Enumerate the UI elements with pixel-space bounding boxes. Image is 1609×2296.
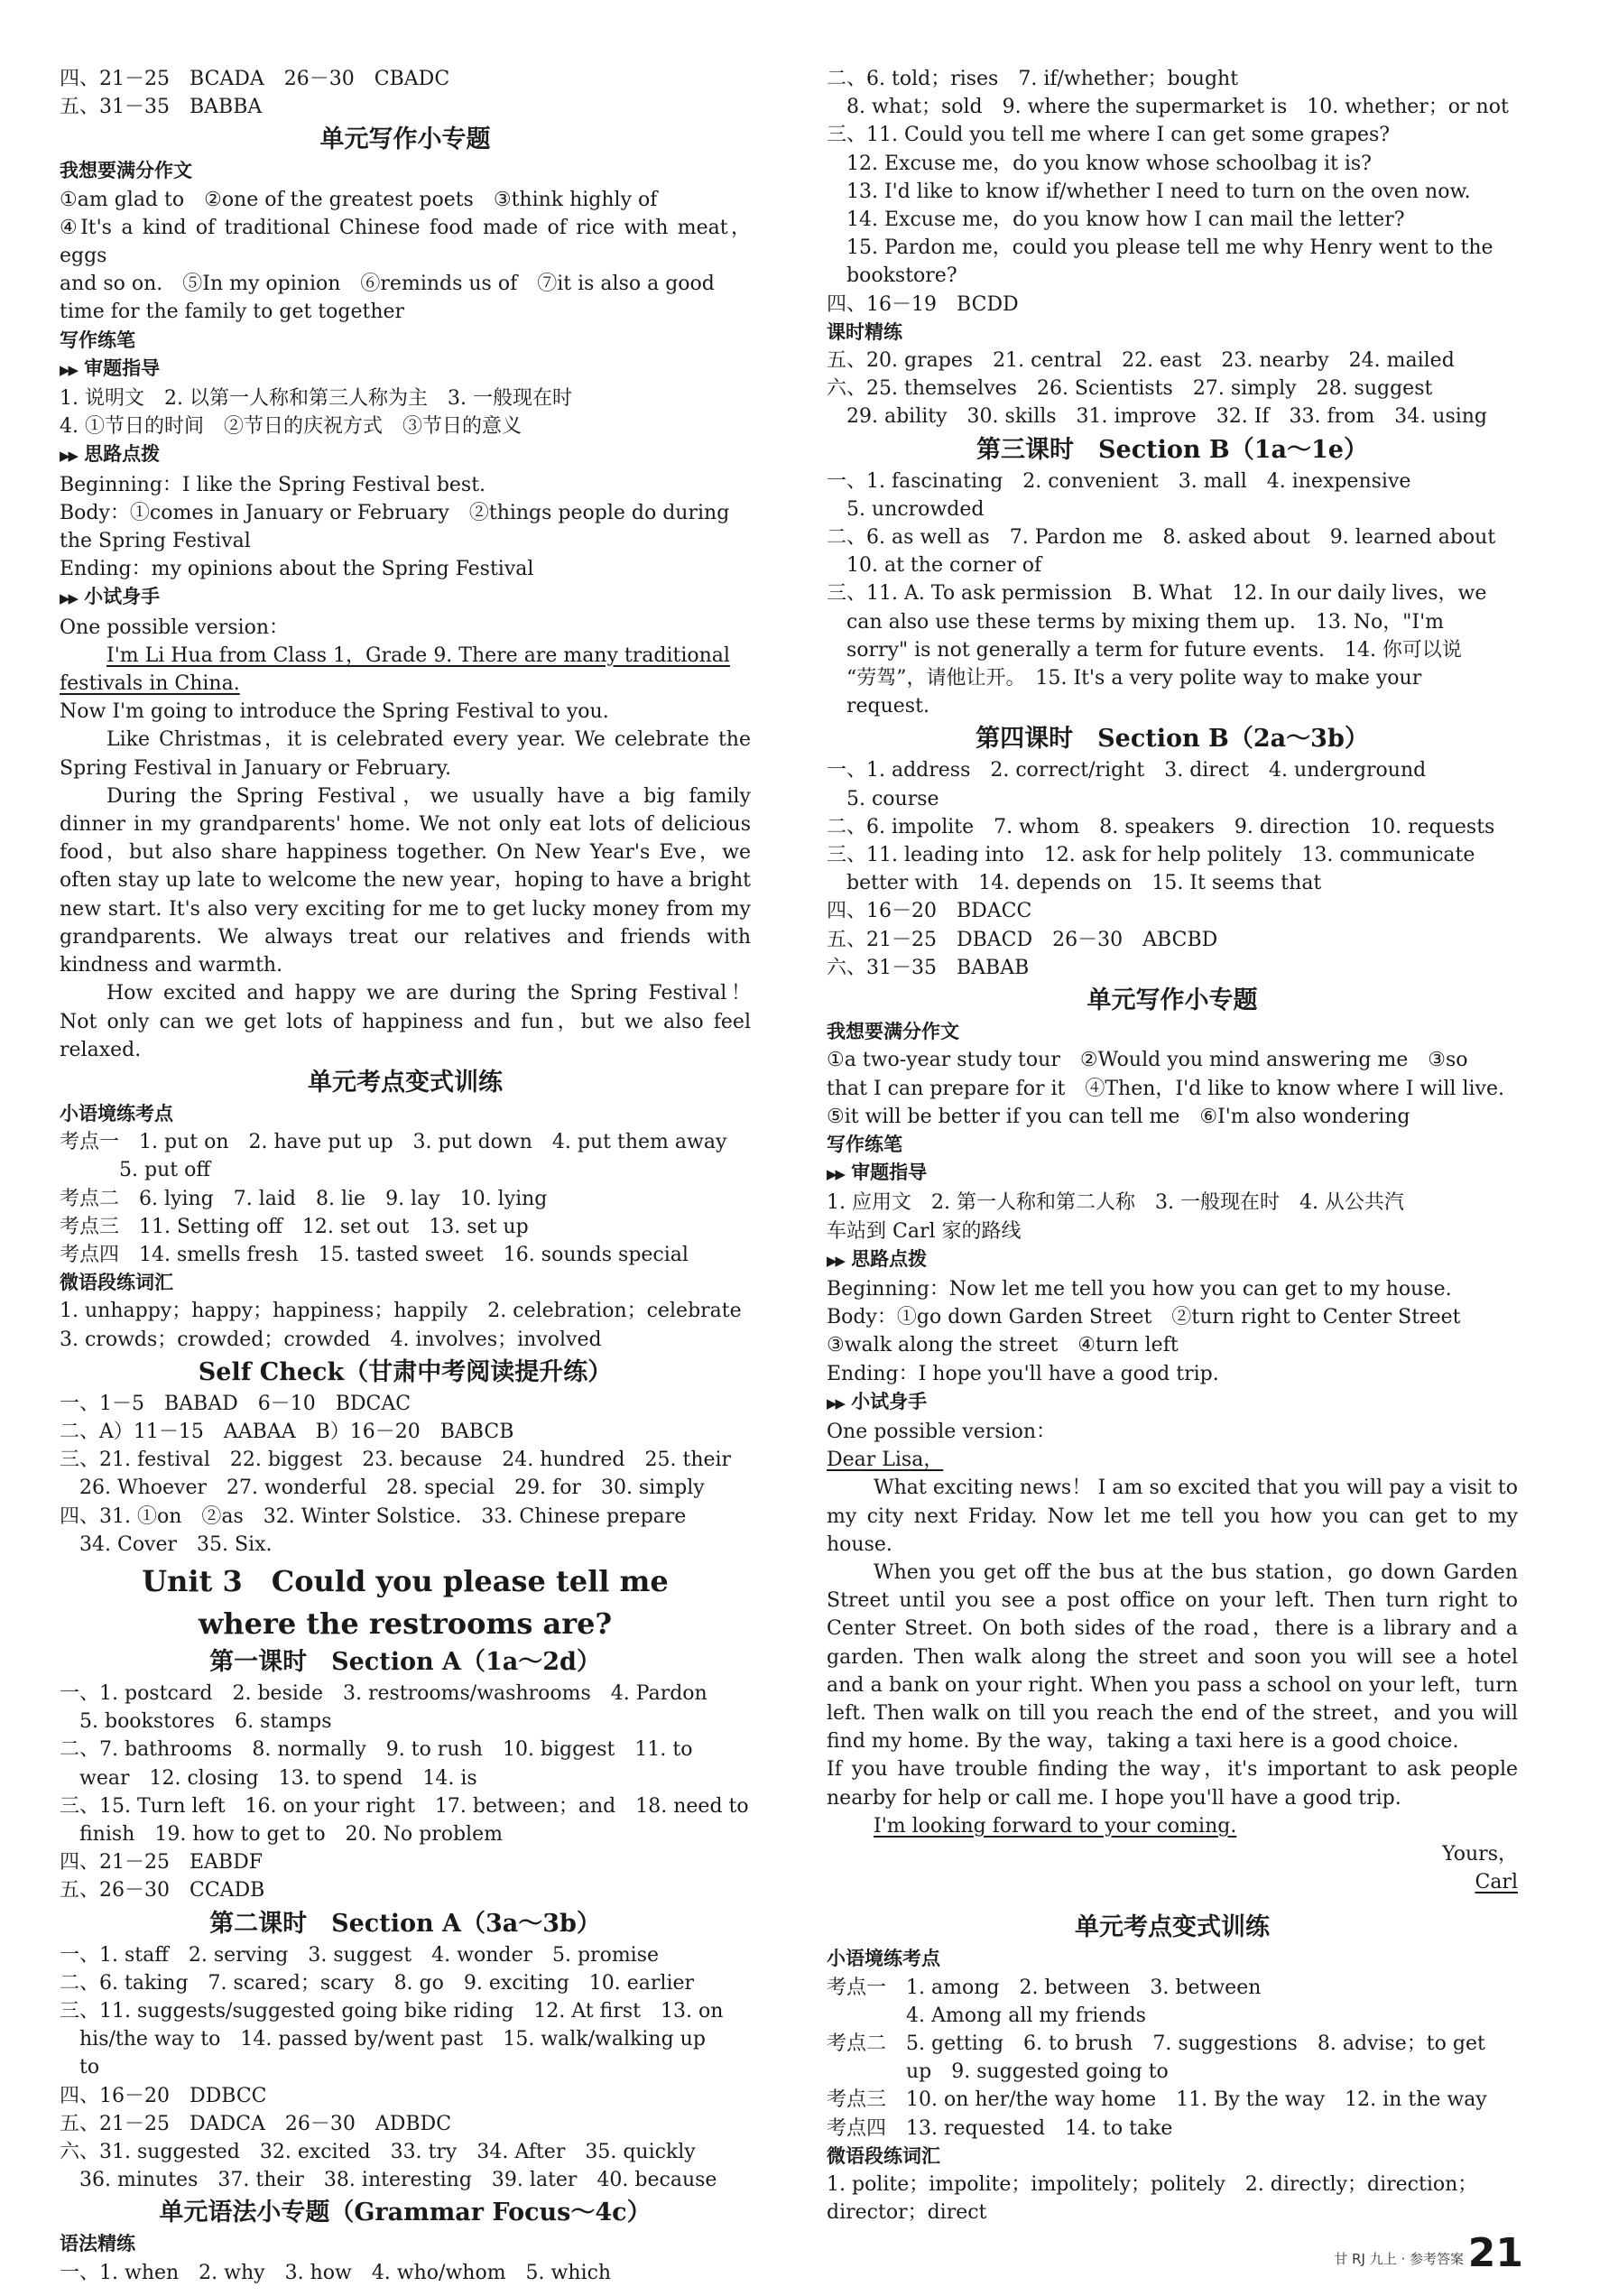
spacer	[827, 1896, 1518, 1909]
answer-line-text: 四、16－20 BDACC	[827, 900, 1032, 923]
answer-line-text: 五、21－25 DADCA 26－30 ADBDC	[60, 2112, 452, 2135]
footer-label: 甘 RJ 九上 · 参考答案	[1334, 2251, 1464, 2267]
answer-line	[827, 347, 1518, 375]
signature-text: Carl	[1475, 1871, 1518, 1894]
sub-heading: 微语段练词汇	[60, 1272, 173, 1294]
answer-line-text: 8. what；sold 9. where the supermarket is 10. whether；or not	[827, 96, 1509, 119]
text-paragraph	[60, 782, 751, 979]
answer-line-text: 考点三 11. Setting off 12. set out 13. set up	[60, 1215, 529, 1238]
left-column	[60, 65, 751, 2287]
answer-line-text: sorry" is not generally a term for future events. 14. 你可以说	[827, 638, 1462, 662]
answer-line-text: 14. Excuse me，do you know how I can mail the letter?	[827, 208, 1405, 232]
paragraph-line-text: What exciting news！ I am so excited that you will pay a visit to my city next Friday. Now let me tell you how you can get to my house.	[827, 1477, 1518, 1556]
paragraph-line-text: ①a two-year study tour ②Would you mind answering me ③so	[827, 1049, 1468, 1072]
page-number: 21	[1467, 2230, 1523, 2276]
answer-line-text: 三、11. leading into 12. ask for help politely 13. communicate	[827, 844, 1475, 867]
answer-line-text: Body：①go down Garden Street ②turn right to Center Street	[827, 1306, 1461, 1329]
answer-line	[827, 93, 1518, 121]
paragraph-line-text: and so on. ⑤In my opinion ⑥reminds us of ⑦it is also a good	[60, 273, 715, 296]
paragraph-line	[60, 726, 751, 782]
answer-line-text: 一、1. when 2. why 3. how 4. who/whom 5. which	[60, 2261, 612, 2284]
answer-line-text: 4. Among all my friends	[827, 2004, 1146, 2027]
answer-line	[827, 2115, 1518, 2143]
answer-line-text: 一、1－5 BABAD 6－10 BDCAC	[60, 1392, 411, 1415]
answer-line	[827, 608, 1518, 636]
answer-line	[827, 1303, 1518, 1331]
answer-line-text: his/the way to 14. passed by/went past 15. walk/walking up	[60, 2028, 706, 2051]
answer-line-text: One possible version：	[827, 1420, 1056, 1443]
answer-line-text: 5. uncrowded	[827, 497, 985, 521]
answer-line	[60, 1708, 751, 1736]
answer-line	[827, 954, 1518, 982]
letter-signature	[827, 1840, 1518, 1868]
sub-heading: 语法精练	[60, 2233, 135, 2255]
answer-line	[827, 2171, 1518, 2199]
paragraph-line-text: that I can prepare for it ④Then，I'd like to know where I will live.	[827, 1077, 1504, 1100]
answer-line	[827, 813, 1518, 841]
answer-line	[60, 412, 751, 440]
paragraph-line-text: ①am glad to ②one of the greatest poets ③think highly of	[60, 188, 658, 211]
answer-line	[827, 841, 1518, 869]
section-title: 单元考点变式训练	[308, 1068, 503, 1097]
answer-line	[60, 1941, 751, 1969]
section-title: 单元考点变式训练	[1075, 1913, 1270, 1942]
paragraph-line	[60, 670, 751, 698]
paragraph-line	[60, 782, 751, 979]
answer-line-text: 三、11. suggests/suggested going bike riding 12. At first 13. on	[60, 1999, 724, 2023]
answer-line-text: bookstore?	[827, 264, 957, 288]
answer-line-text: 考点四 13. requested 14. to take	[827, 2116, 1173, 2140]
answer-line-text: 考点四 14. smells fresh 15. tasted sweet 16. sounds special	[60, 1243, 689, 1266]
sub-heading: 课时精练	[827, 320, 902, 343]
answer-line	[827, 2030, 1518, 2058]
sub-heading: 小语境练考点	[827, 1948, 940, 1970]
answer-line-text: Body：①comes in January or February ②things people do during	[60, 501, 730, 524]
text-paragraph	[827, 1559, 1518, 1755]
answer-line	[60, 1848, 751, 1876]
answer-line	[60, 1680, 751, 1708]
paragraph-line	[60, 298, 751, 326]
paragraph-line	[827, 1103, 1518, 1131]
paragraph-line	[60, 214, 751, 270]
answer-line-text: 考点二 6. lying 7. laid 8. lie 9. lay 10. lying	[60, 1187, 548, 1210]
answer-line	[60, 499, 751, 527]
paragraph-line-text: ④It's a kind of traditional Chinese food made of rice with meat，eggs	[60, 216, 751, 268]
answer-line-text: 考点一 1. among 2. between 3. between	[827, 1976, 1262, 1999]
answer-line-text: 二、6. as well as 7. Pardon me 8. asked about 9. learned about	[827, 526, 1496, 550]
answer-line	[827, 869, 1518, 897]
answer-line-text: 六、31. suggested 32. excited 33. try 34. After 35. quickly	[60, 2141, 696, 2163]
answer-line-text: 二、A）11－15 AABAA B）16－20 BABCB	[60, 1420, 514, 1443]
answer-line-text: 29. ability 30. skills 31. improve 32. If 33. from 34. using	[827, 405, 1488, 429]
answer-line-text: 四、21－25 BCADA 26－30 CBADC	[60, 68, 450, 90]
answer-line	[60, 1185, 751, 1213]
answer-line	[60, 1820, 751, 1848]
answer-line	[827, 234, 1518, 262]
answer-line-text: wear 12. closing 13. to spend 14. is	[60, 1766, 477, 1790]
answer-line	[60, 384, 751, 412]
answer-line-text: ③walk along the street ④turn left	[827, 1334, 1179, 1357]
page-footer	[1234, 2227, 1523, 2277]
answer-line	[60, 2082, 751, 2110]
section-title: 单元语法小专题（Grammar Focus～4c）	[159, 2199, 652, 2227]
answer-line	[827, 375, 1518, 403]
answer-line-text: 36. minutes 37. their 38. interesting 39. later 40. because	[60, 2169, 717, 2192]
answer-line	[827, 1418, 1518, 1446]
answer-line-text: 二、7. bathrooms 8. normally 9. to rush 10. biggest 11. to	[60, 1738, 693, 1762]
answer-line-text: 五、26－30 CCADB	[60, 1879, 265, 1903]
section-title: 第二课时 Section A（3a～3b）	[209, 1909, 601, 1938]
text-paragraph	[827, 1474, 1518, 1559]
answer-line-text: 五、21－25 DBACD 26－30 ABCBD	[827, 928, 1218, 951]
paragraph-line	[60, 186, 751, 214]
section-title: where the restrooms are?	[198, 1606, 613, 1641]
answer-line	[827, 1217, 1518, 1245]
paragraph-line	[60, 642, 751, 670]
right-column	[827, 65, 1518, 2227]
answer-line-text: 四、16－19 BCDD	[827, 292, 1019, 316]
answer-line-text: 26. Whoever 27. wonderful 28. special 29. for 30. simply	[60, 1477, 705, 1500]
answer-line-text: can also use these terms by mixing them up. 13. No，"I'm	[827, 610, 1445, 634]
step-heading-label: 审题指导	[851, 1162, 928, 1184]
text-paragraph	[827, 1755, 1518, 1811]
answer-line	[60, 2259, 751, 2287]
answer-line	[60, 65, 751, 93]
answer-line-text: 四、16－20 DDBCC	[60, 2084, 267, 2107]
section-title: 第三课时 Section B（1a～1e）	[976, 435, 1368, 464]
step-heading-label: 思路点拨	[84, 443, 161, 466]
section-title: 第四课时 Section B（2a～3b）	[976, 725, 1369, 754]
double-arrow-icon: ▶▶	[60, 361, 78, 378]
text-paragraph	[60, 726, 751, 782]
answer-line-text: 一、1. postcard 2. beside 3. restrooms/washrooms 4. Pardon	[60, 1681, 707, 1705]
answer-line	[60, 1474, 751, 1502]
section-title: 第一课时 Section A（1a～2d）	[209, 1647, 601, 1676]
answer-line	[60, 2053, 751, 2081]
answer-line-text: 1. 应用文 2. 第一人称和第二人称 3. 一般现在时 4. 从公共汽	[827, 1191, 1404, 1215]
answer-line	[60, 1326, 751, 1354]
answer-line-text: 二、6. told；rises 7. if/whether；bought	[827, 68, 1239, 90]
double-arrow-icon: ▶▶	[827, 1166, 845, 1183]
answer-line	[60, 1297, 751, 1325]
answer-line	[827, 206, 1518, 234]
answer-line	[827, 403, 1518, 430]
answer-line	[827, 551, 1518, 579]
answer-line	[827, 150, 1518, 178]
answer-line-text: director；direct	[827, 2201, 987, 2225]
section-title: Unit 3 Could you please tell me	[142, 1563, 669, 1598]
double-arrow-icon: ▶▶	[827, 1252, 845, 1269]
answer-line-text: better with 14. depends on 15. It seems that	[827, 872, 1322, 895]
answer-line-text: One possible version：	[60, 616, 289, 639]
answer-line	[60, 1736, 751, 1764]
sub-heading: 写作练笔	[827, 1133, 902, 1155]
answer-line-text: 15. Pardon me，could you please tell me why Henry went to the	[827, 236, 1493, 260]
step-heading-label: 小试身手	[851, 1390, 928, 1412]
answer-line-text: 车站到 Carl 家的路线	[827, 1219, 1022, 1243]
paragraph-line-text: ⑤it will be better if you can tell me ⑥I'm also wondering	[827, 1105, 1410, 1128]
answer-line-text: 三、21. festival 22. biggest 23. because 24. hundred 25. their	[60, 1449, 732, 1472]
paragraph-line	[827, 1075, 1518, 1103]
answer-line-text: 三、11. Could you tell me where I can get some grapes?	[827, 124, 1391, 147]
section-title: 单元写作小专题	[319, 125, 491, 154]
answer-line	[60, 1503, 751, 1531]
answer-line	[827, 926, 1518, 954]
answer-line-text: 五、31－35 BABBA	[60, 96, 263, 119]
answer-line	[60, 2110, 751, 2138]
paragraph-line-text: Like Christmas，it is celebrated every year. We celebrate the Spring Festival in January or February.	[60, 728, 751, 780]
answer-line	[827, 468, 1518, 495]
answer-line	[60, 1969, 751, 1997]
double-arrow-icon: ▶▶	[60, 448, 78, 465]
answer-line	[60, 1128, 751, 1156]
answer-line-text: I'm looking forward to your coming.	[874, 1814, 1237, 1838]
answer-line-text: Dear Lisa，	[827, 1449, 944, 1472]
text-paragraph	[60, 642, 751, 698]
answer-line-text: to	[60, 2056, 100, 2079]
answer-line-text: finish 19. how to get to 20. No problem	[60, 1822, 503, 1846]
text-paragraph	[827, 1046, 1518, 1131]
answer-line-text: 一、1. fascinating 2. convenient 3. mall 4. inexpensive	[827, 469, 1411, 493]
step-heading-label: 审题指导	[84, 356, 161, 379]
answer-line-text: 5. bookstores 6. stamps	[60, 1710, 332, 1734]
step-heading	[827, 1388, 1518, 1418]
paragraph-line-text: How excited and happy we are during the Spring Festival！ Not only can we get lots of happiness and fun，but we also feel relaxed.	[60, 982, 751, 1061]
text-paragraph	[60, 186, 751, 327]
answer-line-text: 三、15. Turn left 16. on your right 17. between；and 18. need to	[60, 1794, 749, 1818]
answer-line	[60, 1390, 751, 1418]
paragraph-line	[60, 979, 751, 1064]
answer-line	[827, 897, 1518, 925]
answer-line-text: 六、31－35 BABAB	[827, 956, 1030, 979]
paragraph-line	[827, 1559, 1518, 1755]
step-heading	[60, 440, 751, 470]
answer-line-text: 1. unhappy；happy；happiness；happily 2. celebration；celebrate	[60, 1300, 742, 1323]
paragraph-line	[827, 1046, 1518, 1074]
step-heading	[60, 355, 751, 384]
answer-line-text: 四、21－25 EABDF	[60, 1851, 264, 1875]
answer-line-text: 4. ①节日的时间 ②节日的庆祝方式 ③节日的意义	[60, 415, 522, 439]
sub-heading: 写作练笔	[60, 329, 135, 351]
answer-line	[60, 614, 751, 642]
paragraph-line	[827, 1755, 1518, 1811]
answer-line	[60, 93, 751, 121]
answer-line-text: 考点二 5. getting 6. to brush 7. suggestions 8. advise；to get	[827, 2032, 1485, 2055]
answer-line	[827, 65, 1518, 93]
answer-line-text: 二、6. taking 7. scared；scary 8. go 9. exciting 10. earlier	[60, 1971, 695, 1995]
answer-line	[827, 756, 1518, 784]
answer-line	[827, 121, 1518, 149]
paragraph-line-text: I'm Li Hua from Class 1，Grade 9. There are many traditional	[106, 643, 730, 667]
answer-line-text: 1. polite；impolite；impolitely；politely 2. directly；direction；	[827, 2173, 1478, 2197]
answer-line	[827, 1446, 1518, 1474]
answer-line	[827, 636, 1518, 664]
answer-line	[60, 1418, 751, 1446]
answer-line	[60, 527, 751, 555]
answer-line	[60, 2025, 751, 2053]
answer-line-text: 二、6. impolite 7. whom 8. speakers 9. direction 10. requests	[827, 815, 1495, 838]
paragraph-line-text: If you have trouble finding the way，it's important to ask people nearby for help or call me. I hope you'll have a good trip.	[827, 1758, 1518, 1810]
answer-line	[827, 178, 1518, 206]
answer-line-text: 5. course	[827, 787, 939, 810]
answer-line	[60, 2138, 751, 2166]
answer-line	[827, 1974, 1518, 2002]
answer-line-text: request.	[827, 695, 929, 718]
answer-line	[827, 1812, 1518, 1840]
answer-line-text: 一、1. address 2. correct/right 3. direct 4. underground	[827, 759, 1427, 782]
answer-line	[827, 579, 1518, 607]
answer-line-text: 五、20. grapes 21. central 22. east 23. nearby 24. mailed	[827, 349, 1455, 373]
answer-line-text: Beginning：Now let me tell you how you can get to my house.	[827, 1277, 1452, 1301]
answer-line-text: 四、31. ①on ②as 32. Winter Solstice. 33. Chinese prepare	[60, 1504, 687, 1528]
answer-line	[827, 664, 1518, 692]
step-heading	[827, 1245, 1518, 1275]
paragraph-line-text: Now I'm going to introduce the Spring Festival to you.	[60, 700, 609, 724]
answer-line-text: Ending：I hope you'll have a good trip.	[827, 1362, 1219, 1385]
answer-line	[827, 785, 1518, 813]
text-paragraph	[60, 698, 751, 726]
text-paragraph	[60, 979, 751, 1064]
paragraph-line	[60, 270, 751, 298]
answer-line-text: 三、11. A. To ask permission B. What 12. In our daily lives，we	[827, 582, 1487, 606]
letter-signature	[827, 1868, 1518, 1896]
answer-line-text: 1. 说明文 2. 以第一人称和第三人称为主 3. 一般现在时	[60, 387, 572, 411]
answer-line	[60, 1792, 751, 1820]
answer-line-text: 34. Cover 35. Six.	[60, 1532, 273, 1556]
answer-line	[60, 1531, 751, 1559]
answer-line-text: the Spring Festival	[60, 530, 251, 553]
answer-line-text: 考点一 1. put on 2. have put up 3. put down 4. put them away	[60, 1131, 727, 1154]
answer-line-text: 10. at the corner of	[827, 554, 1042, 578]
double-arrow-icon: ▶▶	[827, 1394, 845, 1412]
answer-line-text: 一、1. staff 2. serving 3. suggest 4. wonder 5. promise	[60, 1943, 660, 1967]
step-heading	[827, 1159, 1518, 1189]
answer-line	[60, 1241, 751, 1269]
answer-line	[827, 2086, 1518, 2114]
step-heading	[60, 583, 751, 613]
answer-line-text: “劳驾”，请他让开。 15. It's a very polite way to make your	[827, 667, 1422, 690]
answer-line	[827, 523, 1518, 551]
answer-line-text: 考点三 10. on her/the way home 11. By the way 12. in the way	[827, 2088, 1487, 2112]
answer-line-text: 5. put off	[60, 1159, 210, 1182]
answer-line	[827, 2002, 1518, 2030]
sub-heading: 我想要满分作文	[827, 1021, 959, 1043]
paragraph-line-text: time for the family to get together	[60, 301, 405, 324]
answer-line	[60, 1156, 751, 1184]
double-arrow-icon: ▶▶	[60, 590, 78, 607]
step-heading-label: 小试身手	[84, 586, 161, 608]
answer-line-text: 六、25. themselves 26. Scientists 27. simply 28. suggest	[827, 377, 1433, 401]
answer-line	[60, 1213, 751, 1241]
paragraph-line	[827, 1474, 1518, 1559]
answer-line	[827, 1275, 1518, 1303]
answer-line	[827, 692, 1518, 720]
answer-line-text: 12. Excuse me，do you know whose schoolbag it is?	[827, 152, 1372, 175]
answer-line	[60, 555, 751, 583]
step-heading-label: 思路点拨	[851, 1247, 928, 1270]
paragraph-line-text: When you get off the bus at the bus station，go down Garden Street until you see a post office on your left. Then turn right to Center Street. On both sides of the road，there is a library and a garden. Then walk along the street and soon you will see a hotel and a bank on your right. When you pass a school on your left，turn left. Then walk on till you reach the end of the street，and you will find my home. By the way，taking a taxi here is a good choice.	[827, 1560, 1518, 1754]
signature-text: Yours，	[1442, 1842, 1518, 1866]
answer-line	[827, 495, 1518, 523]
answer-line-text: 3. crowds；crowded；crowded 4. involves；involved	[60, 1328, 602, 1351]
answer-line	[827, 262, 1518, 290]
answer-line	[827, 1331, 1518, 1359]
answer-line	[827, 1189, 1518, 1217]
answer-line	[60, 2166, 751, 2194]
answer-line	[60, 1764, 751, 1792]
answer-line-text: 13. I'd like to know if/whether I need to turn on the oven now.	[827, 180, 1471, 203]
paragraph-line	[60, 698, 751, 726]
answer-line-text: Ending：my opinions about the Spring Festival	[60, 558, 534, 581]
answer-line	[827, 2199, 1518, 2227]
answer-line	[60, 1876, 751, 1904]
answer-line	[60, 1446, 751, 1474]
sub-heading: 小语境练考点	[60, 1102, 173, 1125]
sub-heading: 我想要满分作文	[60, 160, 192, 182]
sub-heading: 微语段练词汇	[827, 2144, 940, 2167]
answer-line	[60, 471, 751, 499]
answer-line	[60, 1997, 751, 2025]
answer-line-text: up 9. suggested going to	[827, 2060, 1169, 2084]
answer-line	[827, 291, 1518, 319]
section-title: Self Check（甘肃中考阅读提升练）	[198, 1357, 613, 1386]
answer-line	[827, 2058, 1518, 2086]
answer-line	[827, 1360, 1518, 1388]
paragraph-line-text: festivals in China.	[60, 672, 240, 696]
answer-line-text: Beginning：I like the Spring Festival best.	[60, 473, 486, 496]
paragraph-line-text: During the Spring Festival，we usually have a big family dinner in my grandparents' home. We not only eat lots of delicious food，but also share happiness together. On New Year's Eve，we often stay up late to welcome the new year，hoping to have a bright new start. It's also very exciting for me to get lucky money from my grandparents. We always treat our relatives and friends with kindness and warmth.	[60, 784, 751, 977]
section-title: 单元写作小专题	[1087, 986, 1258, 1015]
